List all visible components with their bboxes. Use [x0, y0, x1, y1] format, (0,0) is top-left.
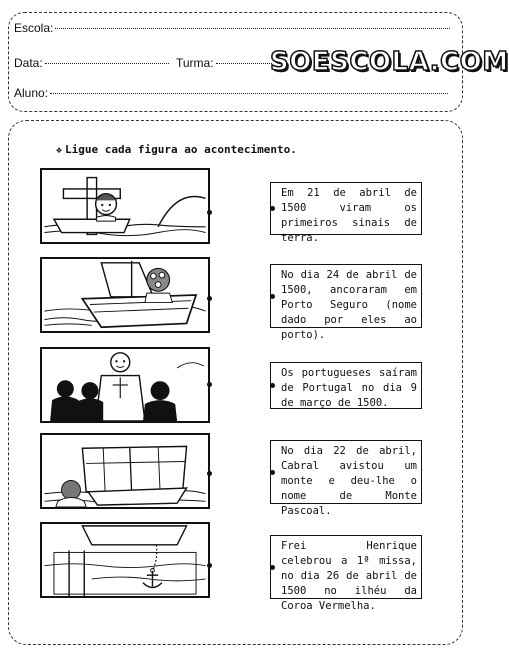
event-text-3: Os portugueses saíram de Portugal no dia 9 de março de 1500.: [281, 367, 417, 409]
turma-field[interactable]: [216, 62, 272, 64]
site-logo: SOESCOLA.COM: [270, 47, 509, 77]
sailor-in-boat-picture: [42, 259, 208, 331]
event-box-4: [270, 440, 422, 517]
picture-3: [40, 347, 210, 423]
aluno-line: [14, 86, 448, 100]
aluno-field[interactable]: [50, 92, 448, 94]
event-text-2: No dia 24 de abril de 1500, ancoraram em Porto Seguro (nome dado por eles ao porto).: [281, 269, 417, 341]
event-box-3: [270, 362, 422, 409]
event-3-dot[interactable]: [270, 383, 275, 388]
escola-field[interactable]: [55, 27, 450, 29]
picture-5: [40, 522, 210, 598]
boy-on-boat-with-lookout-picture: [42, 170, 208, 242]
event-2-dot[interactable]: [270, 294, 275, 299]
ship-anchor-at-pier-picture: [42, 524, 208, 596]
picture-2-dot[interactable]: [207, 296, 212, 301]
instruction: [56, 143, 297, 156]
event-box-2: [270, 264, 422, 341]
picture-4: [40, 433, 210, 509]
picture-5-dot[interactable]: [207, 563, 212, 568]
turma-line: [176, 56, 272, 70]
event-4-dot[interactable]: [270, 470, 275, 475]
data-line: [14, 56, 169, 70]
picture-3-dot[interactable]: [207, 382, 212, 387]
data-label: Data:: [14, 56, 43, 70]
diamond-bullet-icon: ❖: [56, 145, 63, 156]
event-5-dot[interactable]: [270, 565, 275, 570]
picture-1: [40, 168, 210, 244]
picture-2: [40, 257, 210, 333]
instruction-text: Ligue cada figura ao acontecimento.: [65, 143, 297, 156]
picture-1-dot[interactable]: [207, 210, 212, 215]
aluno-label: Aluno:: [14, 86, 49, 100]
priest-with-indigenous-people-picture: [42, 349, 208, 421]
caravel-ship-picture: [42, 435, 208, 507]
picture-4-dot[interactable]: [207, 471, 212, 476]
escola-line: [14, 21, 450, 35]
event-1-dot[interactable]: [270, 206, 275, 211]
event-text-5: Frei Henrique celebrou a 1ª missa, no dia 26 de abril de 1500 no ilhéu da Coroa Vermelha.: [281, 540, 417, 612]
event-text-4: No dia 22 de abril, Cabral avistou um monte e deu-lhe o nome de Monte Pascoal.: [281, 445, 417, 517]
turma-label: Turma:: [176, 56, 214, 70]
event-text-1: Em 21 de abril de 1500 viram os primeiros sinais de terra.: [281, 187, 417, 244]
data-field[interactable]: [45, 62, 169, 64]
escola-label: Escola:: [14, 21, 54, 35]
event-box-5: [270, 535, 422, 612]
event-box-1: [270, 182, 422, 244]
